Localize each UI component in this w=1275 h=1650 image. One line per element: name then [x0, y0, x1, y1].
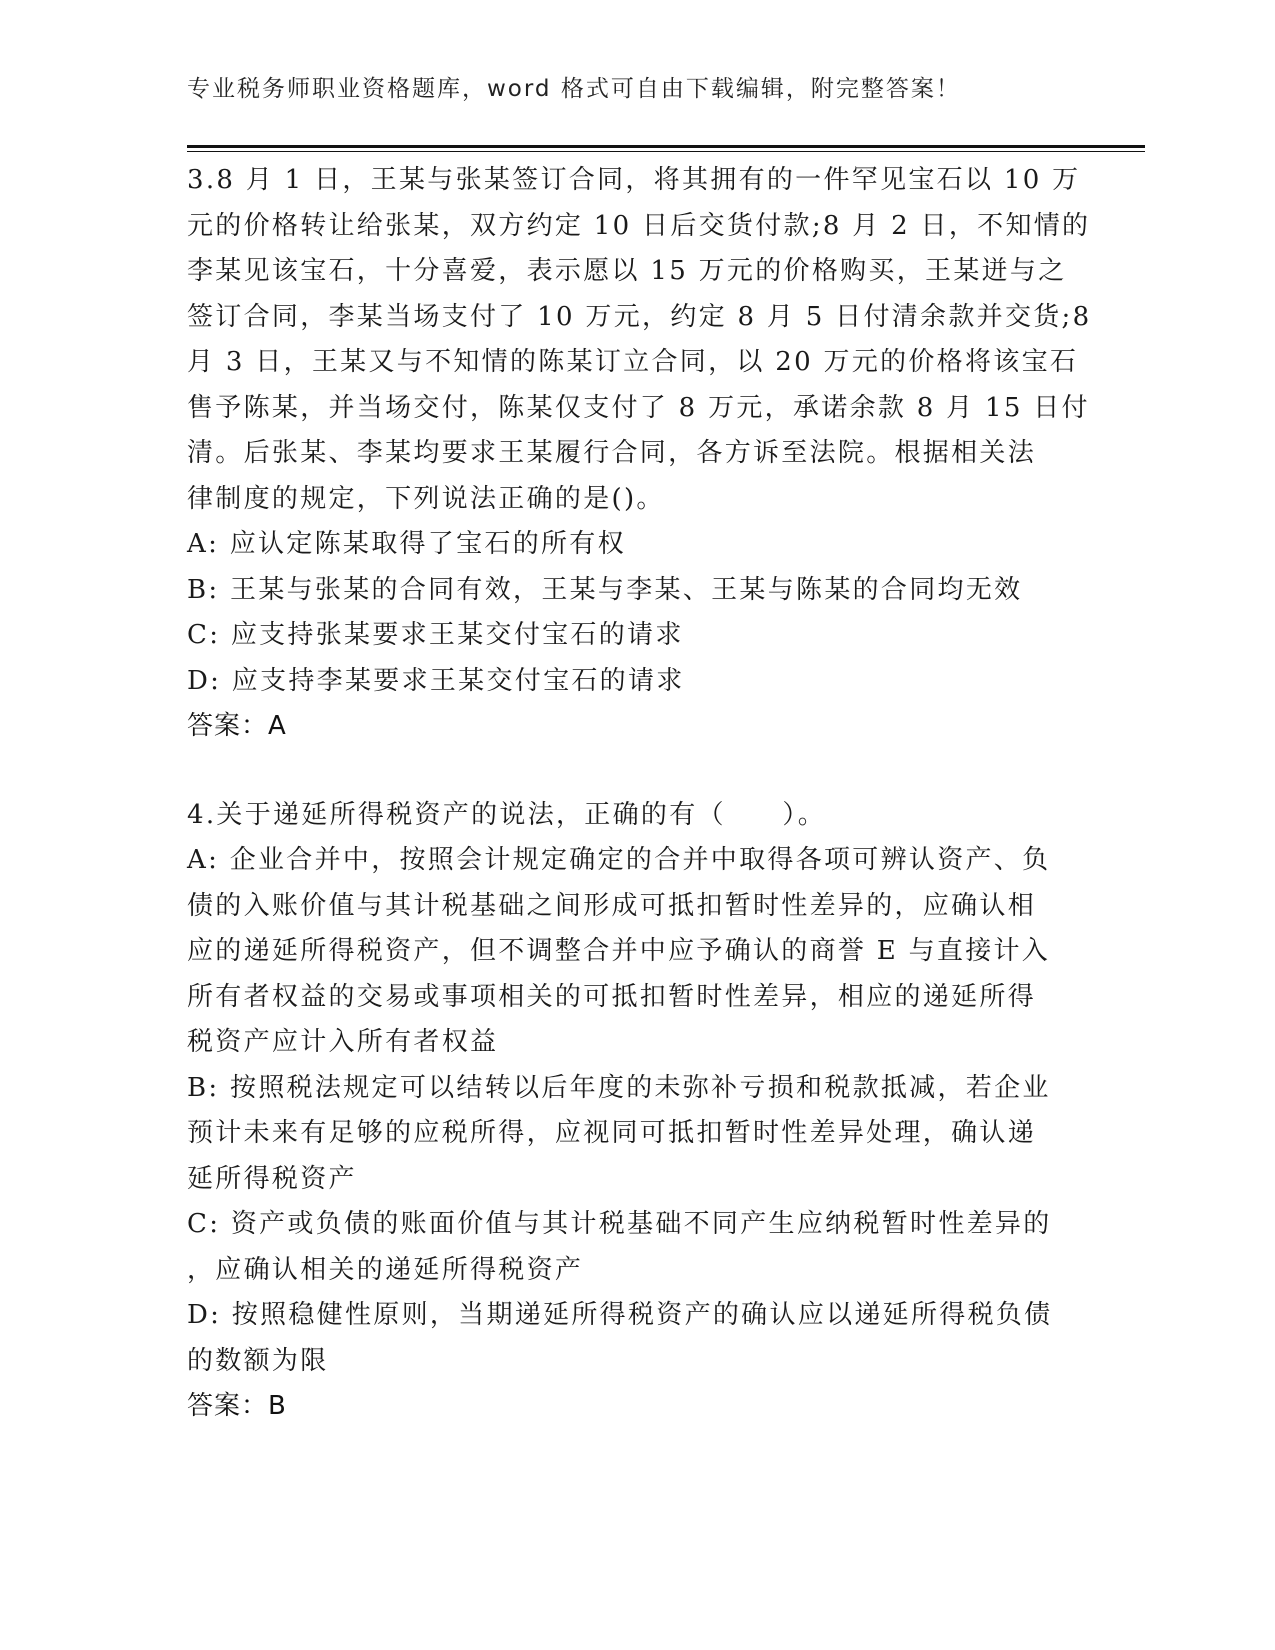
question-list: [187, 158, 1092, 1430]
answer-label: 答案：B: [187, 1391, 287, 1421]
option-text-line: C: 应支持张某要求王某交付宝石的请求: [187, 620, 684, 650]
option-text-line: 债的入账价值与其计税基础之间形成可抵扣暂时性差异的，应确认相: [187, 890, 1037, 921]
option-b: [187, 1066, 1067, 1203]
option-text-line: A: 应认定陈某取得了宝石的所有权: [187, 529, 626, 559]
option-a: [187, 522, 1067, 568]
page-header: 专业税务师职业资格题库，word 格式可自由下载编辑，附完整答案！: [187, 76, 961, 102]
question-text-line: 售予陈某，并当场交付，陈某仅支付了 8 万元，承诺余款 8 月 15 日付: [187, 392, 1090, 423]
option-d: [187, 1293, 1067, 1384]
question-text-line: 清。后张某、李某均要求王某履行合同，各方诉至法院。根据相关法: [187, 438, 1037, 468]
question-text-line: 律制度的规定，下列说法正确的是()。: [187, 483, 665, 514]
question-text-line: 月 3 日，王某又与不知情的陈某订立合同，以 20 万元的价格将该宝石: [187, 347, 1079, 377]
question-stem: [187, 793, 1067, 839]
question-text-line: 元的价格转让给张某，双方约定 10 日后交货付款;8 月 2 日，不知情的: [187, 210, 1091, 241]
option-c: [187, 1202, 1067, 1293]
question-text-line: 3.8 月 1 日，王某与张某签订合同，将其拥有的一件罕见宝石以 10 万: [187, 165, 1081, 195]
header-rule-thin: [187, 151, 1145, 152]
option-a: [187, 838, 1067, 1066]
option-text-line: A: 企业合并中，按照会计规定确定的合并中取得各项可辨认资产、负: [187, 845, 1051, 875]
option-d: [187, 659, 1067, 705]
option-text-line: C: 资产或负债的账面价值与其计税基础不同产生应纳税暂时性差异的: [187, 1209, 1052, 1239]
question-text-line: 4.关于递延所得税资产的说法，正确的有（ ）。: [187, 799, 827, 830]
question-text-line: 李某见该宝石，十分喜爱，表示愿以 15 万元的价格购买，王某迸与之: [187, 256, 1067, 286]
option-text-line: 延所得税资产: [187, 1163, 357, 1194]
question-stem: [187, 158, 1092, 522]
option-text-line: 的数额为限: [187, 1345, 329, 1376]
option-text-line: B: 王某与张某的合同有效，王某与李某、王某与陈某的合同均无效: [187, 574, 1023, 605]
option-text-line: 预计未来有足够的应税所得，应视同可抵扣暂时性差异处理，确认递: [187, 1118, 1037, 1148]
option-b: [187, 568, 1067, 614]
question-3: [187, 158, 1092, 750]
option-text-line: D: 应支持李某要求王某交付宝石的请求: [187, 665, 685, 696]
question-gap: [187, 750, 1067, 793]
option-text-line: 税资产应计入所有者权益: [187, 1027, 499, 1057]
option-text-line: B: 按照税法规定可以结转以后年度的未弥补亏损和税款抵减，若企业: [187, 1072, 1051, 1103]
option-text-line: 应的递延所得税资产，但不调整合并中应予确认的商誉 E 与直接计入: [187, 936, 1051, 966]
option-text-line: ，应确认相关的递延所得税资产: [187, 1254, 584, 1285]
question-text-line: 签订合同，李某当场支付了 10 万元，约定 8 月 5 日付清余款并交货;8: [187, 301, 1092, 332]
option-text-line: D: 按照稳健性原则，当期递延所得税资产的确认应以递延所得税负债: [187, 1300, 1053, 1330]
answer-label: 答案：A: [187, 711, 287, 741]
question-4: [187, 793, 1067, 1430]
option-text-line: 所有者权益的交易或事项相关的可抵扣暂时性差异，相应的递延所得: [187, 981, 1037, 1012]
header-rule-thick: [187, 145, 1145, 148]
option-c: [187, 613, 1067, 659]
